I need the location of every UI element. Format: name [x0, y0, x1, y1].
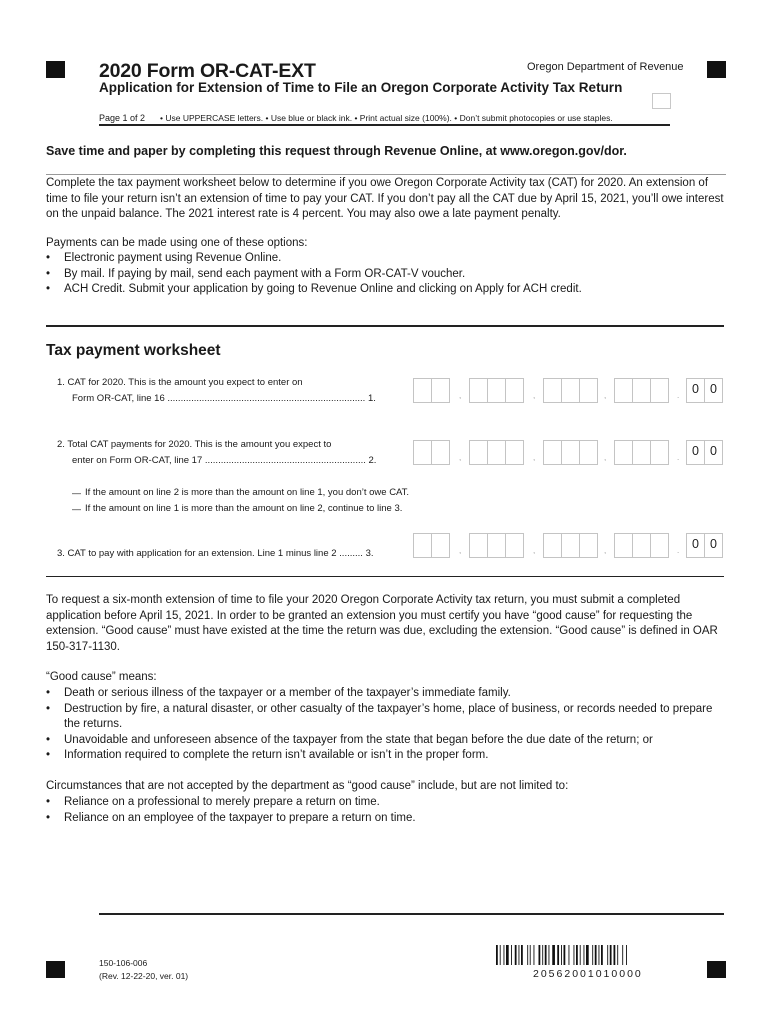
worksheet-note: — If the amount on line 1 is more than the amount on line 2, continue to line 3.	[72, 501, 409, 517]
amount-group[interactable]	[543, 378, 598, 403]
worksheet-divider	[46, 576, 724, 577]
print-instructions: • Use UPPERCASE letters. • Use blue or black ink. • Print actual size (100%). • Don’t submit photocopies or use staples.	[160, 113, 613, 123]
worksheet-notes	[72, 485, 409, 517]
registration-mark-bottom-right	[707, 961, 726, 978]
line-3-text: 3. CAT to pay with application for an extension. Line 1 minus line 2 ......... 3.	[57, 548, 374, 559]
amount-group[interactable]	[413, 533, 450, 558]
registration-mark-top-left	[46, 61, 65, 78]
cents-group[interactable]: 0 0	[686, 378, 723, 403]
good-cause-item: • Information required to complete the return isn’t available or isn’t in the proper form.	[46, 748, 716, 764]
intro-paragraph: Complete the tax payment worksheet below to determine if you owe Oregon Corporate Activity tax (CAT) for 2020. An extension of time to file your return isn’t an extension of time to pay your CAT. If you don’t pay all the CAT due by April 15, 2021, you’ll owe interest on the unpaid balance. The 2021 interest rate is 4 percent. You may also owe a late payment penalty.	[46, 174, 726, 223]
payments-heading: Payments can be made using one of these options:	[46, 237, 308, 249]
form-title: 2020 Form OR-CAT-EXT	[99, 60, 316, 82]
line-1-text: 1. CAT for 2020. This is the amount you expect to enter on Form OR-CAT, line 16 ........................................................................... 1.	[57, 377, 376, 404]
not-accepted-heading: Circumstances that are not accepted by the department as “good cause” include, but are not limited to:	[46, 780, 569, 792]
form-number-block	[99, 957, 188, 983]
amount-group[interactable]	[543, 533, 598, 558]
revenue-online-note: Save time and paper by completing this request through Revenue Online, at www.oregon.gov/dor.	[46, 144, 627, 158]
payment-option: • ACH Credit. Submit your application by going to Revenue Online and clicking on Apply for ACH credit.	[46, 282, 726, 298]
amended-checkbox[interactable]	[652, 93, 671, 109]
amount-group[interactable]	[469, 378, 524, 403]
form-subtitle: Application for Extension of Time to File an Oregon Corporate Activity Tax Return	[99, 80, 623, 95]
not-accepted-item: • Reliance on a professional to merely prepare a return on time.	[46, 795, 716, 811]
registration-mark-top-right	[707, 61, 726, 78]
good-cause-heading: “Good cause” means:	[46, 671, 157, 683]
cents-group[interactable]: 0 0	[686, 440, 723, 465]
amount-group[interactable]	[614, 440, 669, 465]
worksheet-heading: Tax payment worksheet	[46, 342, 221, 359]
page-number: Page 1 of 2	[99, 113, 146, 123]
footer-divider	[99, 913, 724, 915]
amount-group[interactable]	[413, 378, 450, 403]
not-accepted-list	[46, 795, 716, 826]
barcode-number: 20562001010000	[533, 968, 643, 980]
section-divider	[46, 325, 724, 327]
amount-group[interactable]	[614, 533, 669, 558]
payment-options-list	[46, 251, 726, 298]
good-cause-list	[46, 686, 716, 764]
payment-option: • Electronic payment using Revenue Online.	[46, 251, 726, 267]
good-cause-item: • Destruction by fire, a natural disaster, or other casualty of the taxpayer’s home, place of business, or records needed to prepare the returns.	[46, 702, 716, 733]
good-cause-item: • Unavoidable and unforeseen absence of the taxpayer from the state that began before the due date of the return; or	[46, 733, 716, 749]
amount-group[interactable]	[543, 440, 598, 465]
department-name: Oregon Department of Revenue	[527, 61, 684, 73]
form-number: 150-106-006	[99, 958, 148, 968]
amount-group[interactable]	[614, 378, 669, 403]
good-cause-paragraph: To request a six-month extension of time to file your 2020 Oregon Corporate Activity tax return, you must submit a completed application before April 15, 2021. In order to be granted an extension you must certify you have “good cause” for requesting the extension. “Good cause” must have existed at the time the return was due, excluding the extension. “Good cause” is defined in OAR 150-317-1130.	[46, 594, 718, 653]
cents-group[interactable]: 0 0	[686, 533, 723, 558]
amount-group[interactable]	[469, 440, 524, 465]
worksheet-note: — If the amount on line 2 is more than the amount on line 1, you don’t owe CAT.	[72, 485, 409, 501]
registration-mark-bottom-left	[46, 961, 65, 978]
amount-group[interactable]	[413, 440, 450, 465]
line-2-text: 2. Total CAT payments for 2020. This is the amount you expect to enter on Form OR-CAT, line 17 ............................................................. 2.	[57, 439, 377, 466]
good-cause-item: • Death or serious illness of the taxpayer or a member of the taxpayer’s immediate family.	[46, 686, 716, 702]
not-accepted-item: • Reliance on an employee of the taxpayer to prepare a return on time.	[46, 811, 716, 827]
payment-option: • By mail. If paying by mail, send each payment with a Form OR-CAT-V voucher.	[46, 267, 726, 283]
amount-group[interactable]	[469, 533, 524, 558]
barcode-graphic	[496, 945, 670, 965]
form-revision: (Rev. 12-22-20, ver. 01)	[99, 971, 189, 981]
header-divider	[99, 124, 670, 126]
